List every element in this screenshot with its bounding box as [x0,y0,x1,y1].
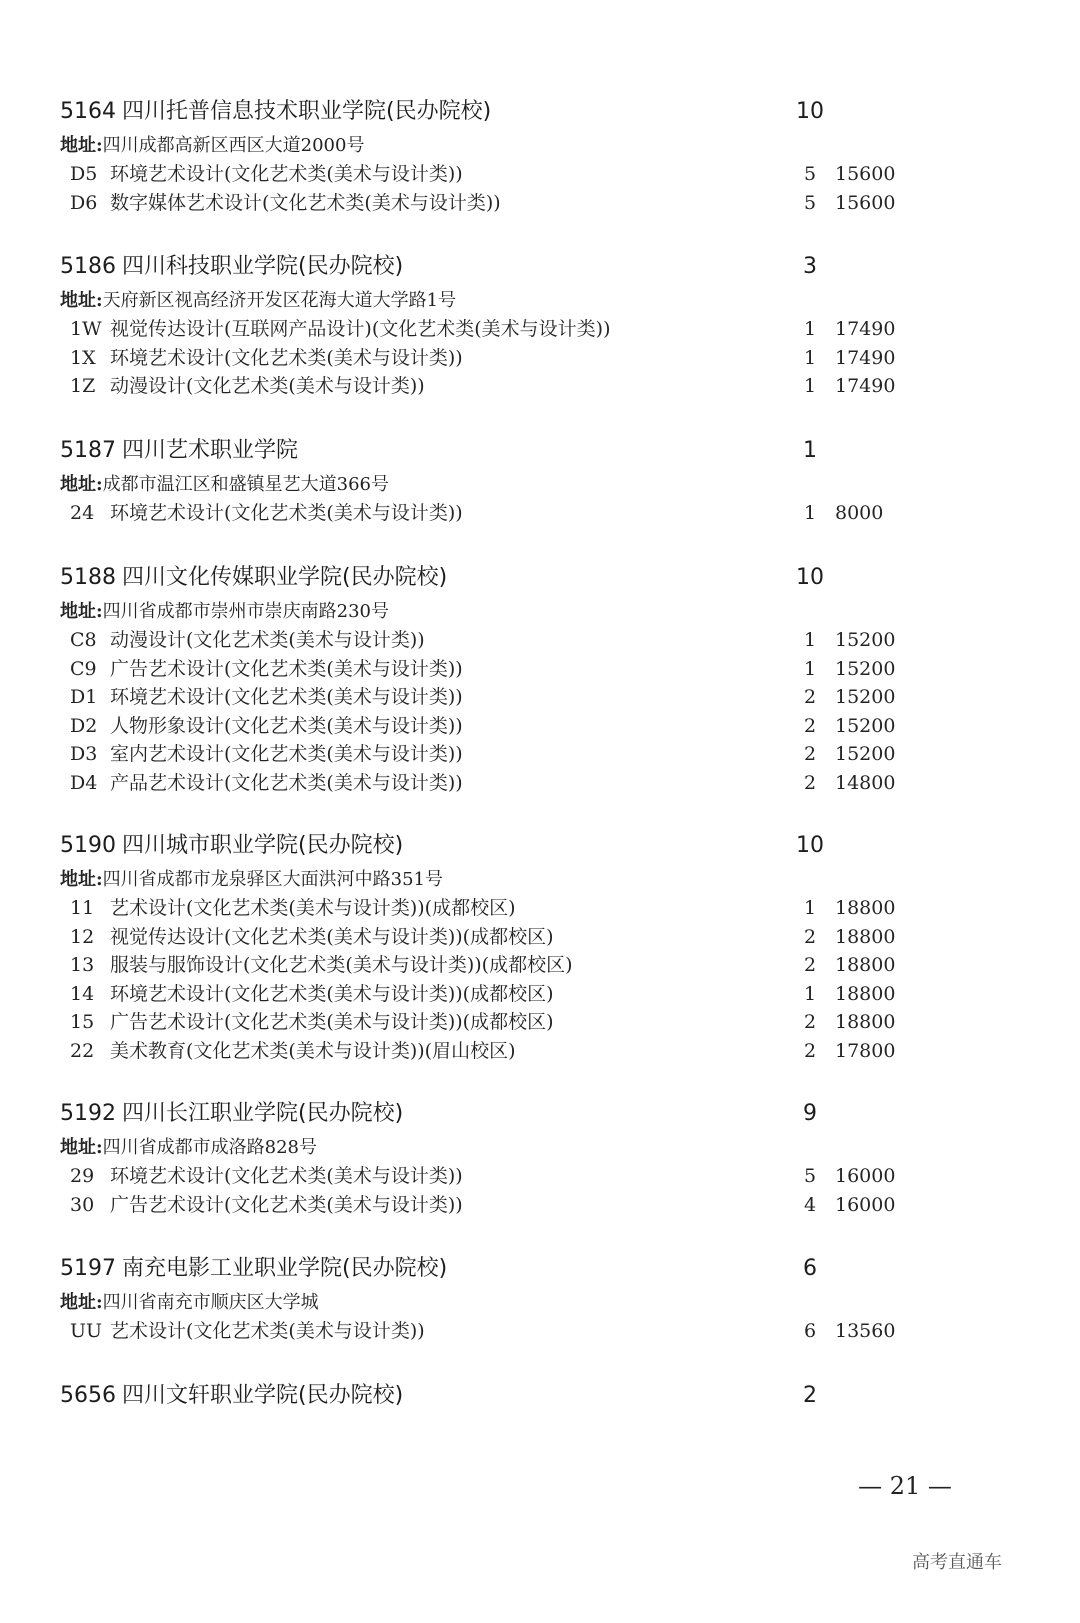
school-total: 1 [803,438,817,463]
major-fee: 8000 [835,502,884,524]
major-count: 2 [803,1039,817,1062]
school-header [60,247,960,287]
school-address [60,132,960,160]
school-block [60,558,960,797]
major-name: 艺术设计(文化艺术类(美术与设计类))(成都校区) [110,897,516,919]
school-code: 5656 [60,1383,116,1408]
major-fee: 15200 [835,686,896,708]
major-code: 29 [70,1165,95,1187]
major-row [60,980,960,1009]
major-name: 产品艺术设计(文化艺术类(美术与设计类)) [110,771,463,794]
school-total: 3 [803,254,817,279]
major-count: 5 [803,1165,817,1187]
school-total: 10 [796,99,824,124]
school-block [60,1376,960,1416]
major-fee: 18800 [835,954,896,976]
school-header [60,431,960,471]
major-fee: 18800 [835,925,896,948]
major-name: 环境艺术设计(文化艺术类(美术与设计类))(成都校区) [110,982,554,1005]
school-name: 四川城市职业学院(民办院校) [122,833,404,858]
school-code: 5190 [60,833,116,858]
major-code: 13 [70,954,95,976]
major-count: 1 [803,375,817,397]
major-code: 24 [70,502,95,524]
address-label: 地址: [60,474,103,495]
school-name: 四川科技职业学院(民办院校) [122,254,404,279]
major-code: 1Z [70,375,96,397]
school-name: 四川艺术职业学院 [122,438,299,463]
major-name: 服装与服饰设计(文化艺术类(美术与设计类))(成都校区) [110,954,573,976]
major-count: 2 [803,714,817,737]
major-count: 2 [803,954,817,976]
school-block [60,1249,960,1346]
major-row [60,189,960,218]
major-fee: 18800 [835,897,896,919]
school-code: 5186 [60,254,116,279]
major-row [60,712,960,741]
major-row [60,951,960,980]
major-row [60,499,960,528]
major-code: 11 [70,897,95,919]
major-code: D6 [70,191,98,214]
major-name: 广告艺术设计(文化艺术类(美术与设计类)) [110,1193,463,1216]
address-value: 成都市温江区和盛镇星艺大道366号 [102,474,390,495]
school-header [60,92,960,132]
major-name: 艺术设计(文化艺术类(美术与设计类)) [110,1320,425,1342]
major-fee: 14800 [835,771,896,794]
school-name: 南充电影工业职业学院(民办院校) [122,1256,448,1281]
major-code: 14 [70,982,95,1005]
address-value: 四川省成都市崇州市崇庆南路230号 [102,601,390,622]
address-value: 四川成都高新区西区大道2000号 [102,135,365,156]
address-label: 地址: [60,135,103,156]
school-total: 9 [803,1101,817,1126]
major-row [60,1191,960,1220]
school-total: 10 [796,833,824,858]
major-count: 2 [803,1011,817,1033]
page-number: — 21 — [858,1472,952,1500]
school-code: 5197 [60,1256,116,1281]
major-code: 30 [70,1193,95,1216]
major-fee: 15200 [835,657,896,680]
major-fee: 15200 [835,743,896,765]
major-count: 1 [803,657,817,680]
school-block [60,431,960,528]
school-header [60,1094,960,1134]
major-row [60,344,960,373]
major-name: 环境艺术设计(文化艺术类(美术与设计类)) [110,1165,463,1187]
major-code: 22 [70,1039,95,1062]
school-block [60,92,960,217]
major-count: 5 [803,163,817,185]
school-block [60,826,960,1065]
major-fee: 15600 [835,191,896,214]
major-count: 1 [803,897,817,919]
address-value: 四川省成都市龙泉驿区大面洪河中路351号 [102,869,444,890]
school-total: 6 [803,1256,817,1281]
major-code: D5 [70,163,98,185]
major-count: 2 [803,686,817,708]
major-count: 5 [803,191,817,214]
major-row [60,160,960,189]
address-label: 地址: [60,869,103,890]
major-count: 1 [803,318,817,340]
watermark: 高考直通车 [912,1552,1002,1573]
school-code: 5188 [60,565,116,590]
major-name: 数字媒体艺术设计(文化艺术类(美术与设计类)) [110,191,501,214]
major-code: D2 [70,714,98,737]
major-code: D1 [70,686,98,708]
school-address [60,1289,960,1317]
major-fee: 16000 [835,1193,896,1216]
address-label: 地址: [60,290,103,311]
school-total: 10 [796,565,824,590]
school-name: 四川托普信息技术职业学院(民办院校) [122,99,492,124]
major-row [60,894,960,923]
major-count: 1 [803,346,817,369]
major-count: 2 [803,743,817,765]
major-fee: 15200 [835,714,896,737]
major-row [60,683,960,712]
major-code: 12 [70,925,95,948]
major-fee: 17490 [835,375,896,397]
major-count: 1 [803,502,817,524]
major-count: 4 [803,1193,817,1216]
major-code: C8 [70,629,97,651]
school-address [60,598,960,626]
school-block [60,247,960,401]
major-count: 1 [803,982,817,1005]
major-fee: 17490 [835,318,896,340]
major-row [60,740,960,769]
address-value: 天府新区视高经济开发区花海大道大学路1号 [102,290,457,311]
major-count: 2 [803,771,817,794]
school-code: 5192 [60,1101,116,1126]
school-header [60,826,960,866]
major-name: 人物形象设计(文化艺术类(美术与设计类)) [110,714,463,737]
address-value: 四川省南充市顺庆区大学城 [102,1292,319,1313]
school-header [60,1376,960,1416]
major-fee: 17490 [835,346,896,369]
major-fee: 15600 [835,163,896,185]
major-row [60,655,960,684]
major-row [60,1008,960,1037]
major-fee: 13560 [835,1320,896,1342]
major-fee: 18800 [835,982,896,1005]
major-name: 动漫设计(文化艺术类(美术与设计类)) [110,629,425,651]
major-row [60,1037,960,1066]
major-name: 环境艺术设计(文化艺术类(美术与设计类)) [110,163,463,185]
school-block [60,1094,960,1219]
major-count: 6 [803,1320,817,1342]
address-label: 地址: [60,601,103,622]
major-name: 室内艺术设计(文化艺术类(美术与设计类)) [110,743,463,765]
major-code: C9 [70,657,97,680]
school-name: 四川长江职业学院(民办院校) [122,1101,404,1126]
major-row [60,1162,960,1191]
major-row [60,1317,960,1346]
major-name: 广告艺术设计(文化艺术类(美术与设计类)) [110,657,463,680]
major-fee: 15200 [835,629,896,651]
major-name: 环境艺术设计(文化艺术类(美术与设计类)) [110,686,463,708]
major-fee: 16000 [835,1165,896,1187]
major-code: UU [70,1320,103,1342]
school-address [60,471,960,499]
major-row [60,626,960,655]
school-address [60,287,960,315]
school-code: 5187 [60,438,116,463]
major-row [60,315,960,344]
major-code: D4 [70,771,98,794]
school-header [60,1249,960,1289]
major-code: D3 [70,743,98,765]
address-label: 地址: [60,1292,103,1313]
major-code: 1X [70,346,96,369]
address-label: 地址: [60,1137,103,1158]
major-name: 美术教育(文化艺术类(美术与设计类))(眉山校区) [110,1039,516,1062]
major-name: 环境艺术设计(文化艺术类(美术与设计类)) [110,502,463,524]
major-name: 视觉传达设计(互联网产品设计)(文化艺术类(美术与设计类)) [110,318,611,340]
school-address [60,866,960,894]
major-row [60,372,960,401]
major-name: 动漫设计(文化艺术类(美术与设计类)) [110,375,425,397]
school-address [60,1134,960,1162]
address-value: 四川省成都市成洛路828号 [102,1137,318,1158]
school-header [60,558,960,598]
major-name: 环境艺术设计(文化艺术类(美术与设计类)) [110,346,463,369]
major-count: 1 [803,629,817,651]
school-name: 四川文化传媒职业学院(民办院校) [122,565,448,590]
major-row [60,769,960,798]
school-code: 5164 [60,99,116,124]
school-name: 四川文轩职业学院(民办院校) [122,1383,404,1408]
major-count: 2 [803,925,817,948]
major-name: 广告艺术设计(文化艺术类(美术与设计类))(成都校区) [110,1011,554,1033]
major-name: 视觉传达设计(文化艺术类(美术与设计类))(成都校区) [110,925,554,948]
school-total: 2 [803,1383,817,1408]
major-fee: 17800 [835,1039,896,1062]
major-row [60,923,960,952]
major-code: 1W [70,318,102,340]
major-code: 15 [70,1011,95,1033]
major-fee: 18800 [835,1011,896,1033]
